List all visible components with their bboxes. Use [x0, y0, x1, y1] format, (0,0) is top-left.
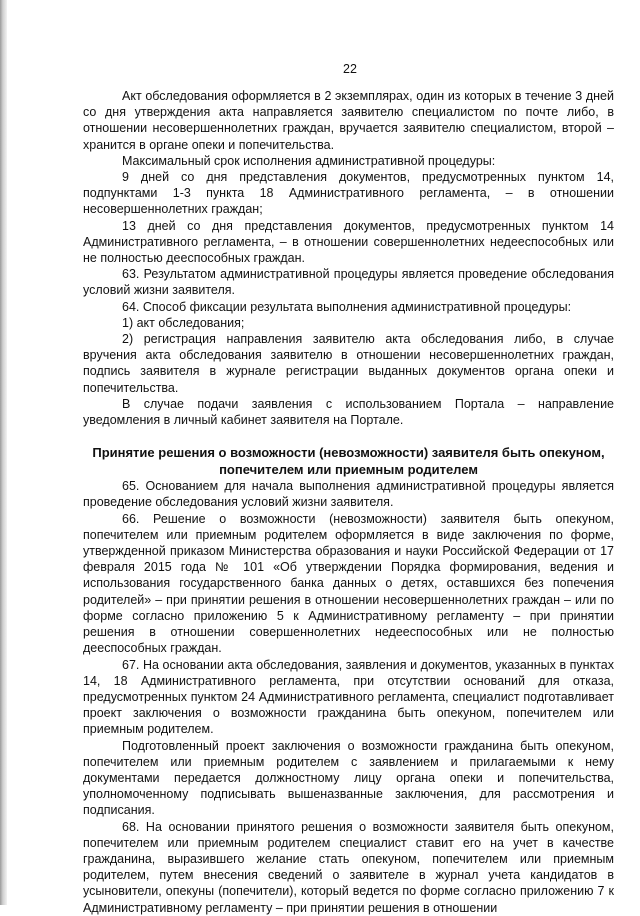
paragraph-64-item-2: 2) регистрация направления заявителю акта обследования либо, в случае вручения акта обследования заявителю в отношении несовершеннолетних граждан, подпись заявителя в журнале регистрации выданных документов органа опеки и попечительства. — [83, 332, 614, 395]
scan-edge-shadow — [0, 0, 7, 905]
paragraph-term-minors: 9 дней со дня представления документов, предусмотренных пунктом 14, подпунктами 1-3 пункта 18 Административного регламента, – в отношении несовершеннолетних граждан; — [83, 170, 614, 217]
document-body — [83, 88, 614, 916]
paragraph-67: 67. На основании акта обследования, заявления и документов, указанных в пунктах 14, 18 Административного регламента, при отсутствии оснований для отказа, предусмотренных пунктом 24 Административного регламента, специалист подготавливает проект заключения о возможности гражданина быть опекуном, попечителем или приемным родителем. — [83, 657, 614, 737]
paragraph-term-adults: 13 дней со дня представления документов, предусмотренных пунктом 14 Административного регламента, – в отношении совершеннолетних недееспособных или не полностью дееспособных граждан. — [83, 218, 614, 266]
paragraph-portal-notice: В случае подачи заявления с использованием Портала – направление уведомления в личный кабинет заявителя на Портале. — [83, 396, 614, 428]
page-number: 22 — [343, 62, 357, 76]
paragraph-63: 63. Результатом административной процедуры является проведение обследования условий жизни заявителя. — [83, 267, 614, 298]
paragraph-68: 68. На основании принятого решения о возможности заявителя быть опекуном, попечителем или приемным родителем специалист ставит его на учет в качестве гражданина, выразившего желание стать опекуном, попечителем или приемным родителем, путем внесения сведений о заявителе в журнал учета кандидатов в усыновители, опекуны (попечители), который ведется по форме согласно приложению 7 к Административному регламенту – при принятии решения в отношении — [83, 819, 614, 915]
paragraph-64: 64. Способ фиксации результата выполнения административной процедуры: — [122, 299, 572, 314]
section-heading: Принятие решения о возможности (невозможности) заявителя быть опекуном, попечителем или приемным родителем — [92, 445, 605, 477]
paragraph-66: 66. Решение о возможности (невозможности) заявителя быть опекуном, попечителем или приемным родителем оформляется в виде заключения по форме, утвержденной приказом Министерства образования и науки Российской Федерации от 17 февраля 2015 года № 101 «Об утверждении Порядка формирования, ведения и использования государственного банка данных о детях, оставшихся без попечения родителей» – при принятии решения в отношении несовершеннолетних граждан – или по форме согласно приложению 5 к Административному регламенту – при принятии решения в отношении совершеннолетних недееспособных или не полностью дееспособных граждан. — [83, 511, 614, 656]
paragraph-max-term: Максимальный срок исполнения административной процедуры: — [122, 153, 496, 168]
paragraph-64-item-1: 1) акт обследования; — [122, 315, 245, 330]
paragraph-act-copies: Акт обследования оформляется в 2 экземплярах, один из которых в течение 3 дней со дня утверждения акта направляется заявителю специалистом по почте либо, в отношении несовершеннолетних граждан, вручается заявителю специалистом, второй – хранится в органе опеки и попечительства. — [83, 89, 614, 152]
paragraph-draft-conclusion: Подготовленный проект заключения о возможности гражданина быть опекуном, попечителем или приемным родителем с заявлением и прилагаемыми к нему документами передается должностному лицу органа опеки и попечительства, уполномоченному подписывать вышеназванные заключения, для рассмотрения и подписания. — [83, 738, 614, 818]
paragraph-65: 65. Основанием для начала выполнения административной процедуры является проведение обследования условий жизни заявителя. — [83, 479, 614, 510]
